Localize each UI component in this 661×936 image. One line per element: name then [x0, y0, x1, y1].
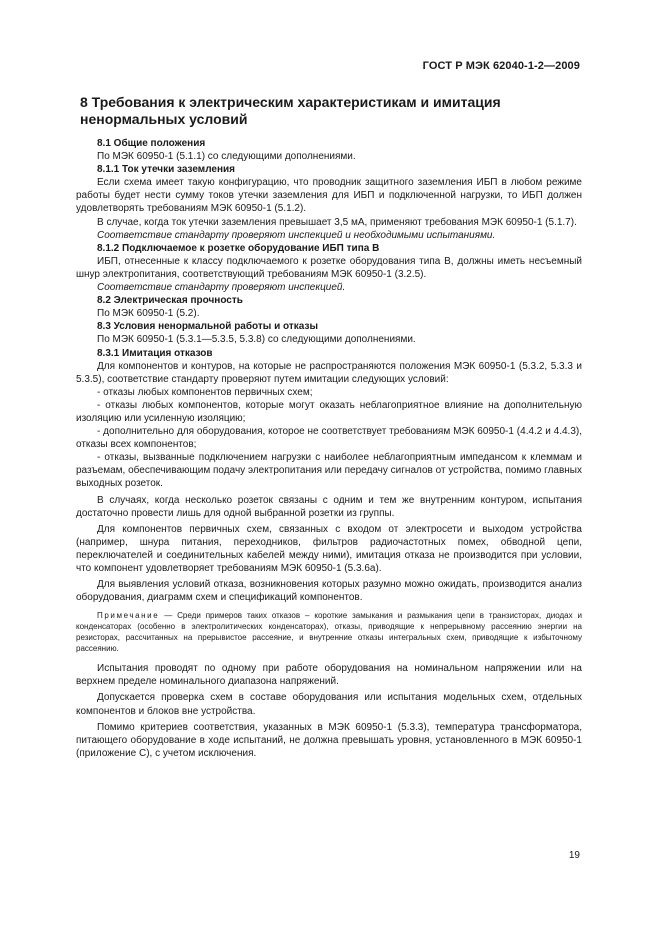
list-item: - отказы любых компонентов, которые могут оказать неблагоприятное влияние на дополнительную изоляцию или усиленную изоляцию; [76, 399, 582, 424]
heading-8-1-2: 8.1.2 Подключаемое к розетке оборудование ИБП типа В [97, 242, 380, 254]
paragraph: В случаях, когда несколько розеток связаны с одним и тем же внутренним контуром, испытания достаточно провести лишь для одной выбранной розетки из группы. [76, 494, 582, 519]
heading-8-3: 8.3 Условия ненормальной работы и отказы [97, 321, 319, 333]
heading-8-2: 8.2 Электрическая прочность [97, 295, 243, 307]
paragraph: По МЭК 60950-1 (5.3.1—5.3.5, 5.3.8) со следующими дополнениями. [97, 334, 416, 346]
list-item: - отказы, вызванные подключением нагрузки с наиболее неблагоприятным импедансом к клеммам и разъемам, обеспечивающим подачу электропитания или передачу сигналов от устройства, помимо главных выходных розеток. [76, 452, 582, 490]
paragraph: Допускается проверка схем в составе оборудования или испытания модельных схем, отдельных компонентов и блоков вне устройства. [76, 692, 582, 717]
body-text [76, 137, 582, 760]
paragraph: ИБП, отнесенные к классу подключаемого к розетке оборудования типа В, должны иметь несъемный шнур электропитания, соответствующий требованиям МЭК 60950-1 (3.2.5). [76, 255, 582, 280]
paragraph: По МЭК 60950-1 (5.1.1) со следующими дополнениями. [97, 151, 356, 163]
list-item: - отказы любых компонентов первичных схем; [97, 386, 313, 398]
compliance-note: Соответствие стандарту проверяют инспекцией. [97, 282, 346, 294]
paragraph: Испытания проводят по одному при работе оборудования на номинальном напряжении или на верхнем пределе номинального диапазона напряжений. [76, 663, 582, 688]
paragraph: Помимо критериев соответствия, указанных в МЭК 60950-1 (5.3.3), температура трансформатора, питающего оборудование в ходе испытаний, не должна превышать уровня, установленного в МЭК 60950-1 (приложение С), с учетом исключения. [76, 721, 582, 759]
compliance-note: Соответствие стандарту проверяют инспекцией и необходимыми испытаниями. [97, 229, 496, 241]
paragraph: Для компонентов первичных схем, связанных с входом от электросети и выходом устройства (например, шнура питания, переходников, фильтров радиочастотных помех, обводной цепи, переключателей и соединительных кабелей между ними), имитация отказа не производится при условии, что компонент удовлетворяет требованиям МЭК 60950-1 (5.3.6а). [76, 523, 582, 574]
paragraph: Для выявления условий отказа, возникновения которых разумно можно ожидать, производится анализ оборудования, диаграмм схем и спецификаций компонентов. [76, 579, 582, 604]
paragraph: Если схема имеет такую конфигурацию, что проводник защитного заземления ИБП в любом режиме работы будет нести сумму токов утечки заземления для ИБП и подключенной нагрузки, то ИБП должен удовлетворять требованиям МЭК 60950-1 (5.1.2). [76, 177, 582, 215]
standard-code: ГОСТ Р МЭК 62040-1-2—2009 [422, 60, 580, 72]
heading-8-3-1: 8.3.1 Имитация отказов [97, 347, 213, 359]
paragraph: Для компонентов и контуров, на которые не распространяются положения МЭК 60950-1 (5.3.2, 5.3.3 и 5.3.5), соответствие стандарту проверяют путем имитации следующих условий: [76, 360, 582, 385]
note-label: Примечание [97, 611, 160, 621]
note-text: — Среди примеров таких отказов – короткие замыкания и размыкания цепи в транзисторах, диодах и конденсаторах (особенно в электролитических конденсаторах), отказы, приводящие к непрерывному рассеянию энергии на резисторах, рассчитанных на прерывистое рассеяние, и внутренние отказы интегральных схем, приводящие к избыточному рассеянию. [76, 611, 582, 654]
list-item: - дополнительно для оборудования, которое не соответствует требованиям МЭК 60950-1 (4.4.2 и 4.4.3), отказы всех компонентов; [76, 426, 582, 451]
page-number: 19 [568, 850, 580, 861]
paragraph: В случае, когда ток утечки заземления превышает 3,5 мА, применяют требования МЭК 60950-1 (5.1.7). [97, 216, 577, 228]
heading-8-1-1: 8.1.1 Ток утечки заземления [97, 164, 236, 176]
note [76, 610, 582, 654]
section-title: 8 Требования к электрическим характеристикам и имитация ненормальных условий [80, 94, 501, 127]
paragraph: По МЭК 60950-1 (5.2). [97, 308, 200, 320]
heading-8-1: 8.1 Общие положения [97, 138, 206, 149]
